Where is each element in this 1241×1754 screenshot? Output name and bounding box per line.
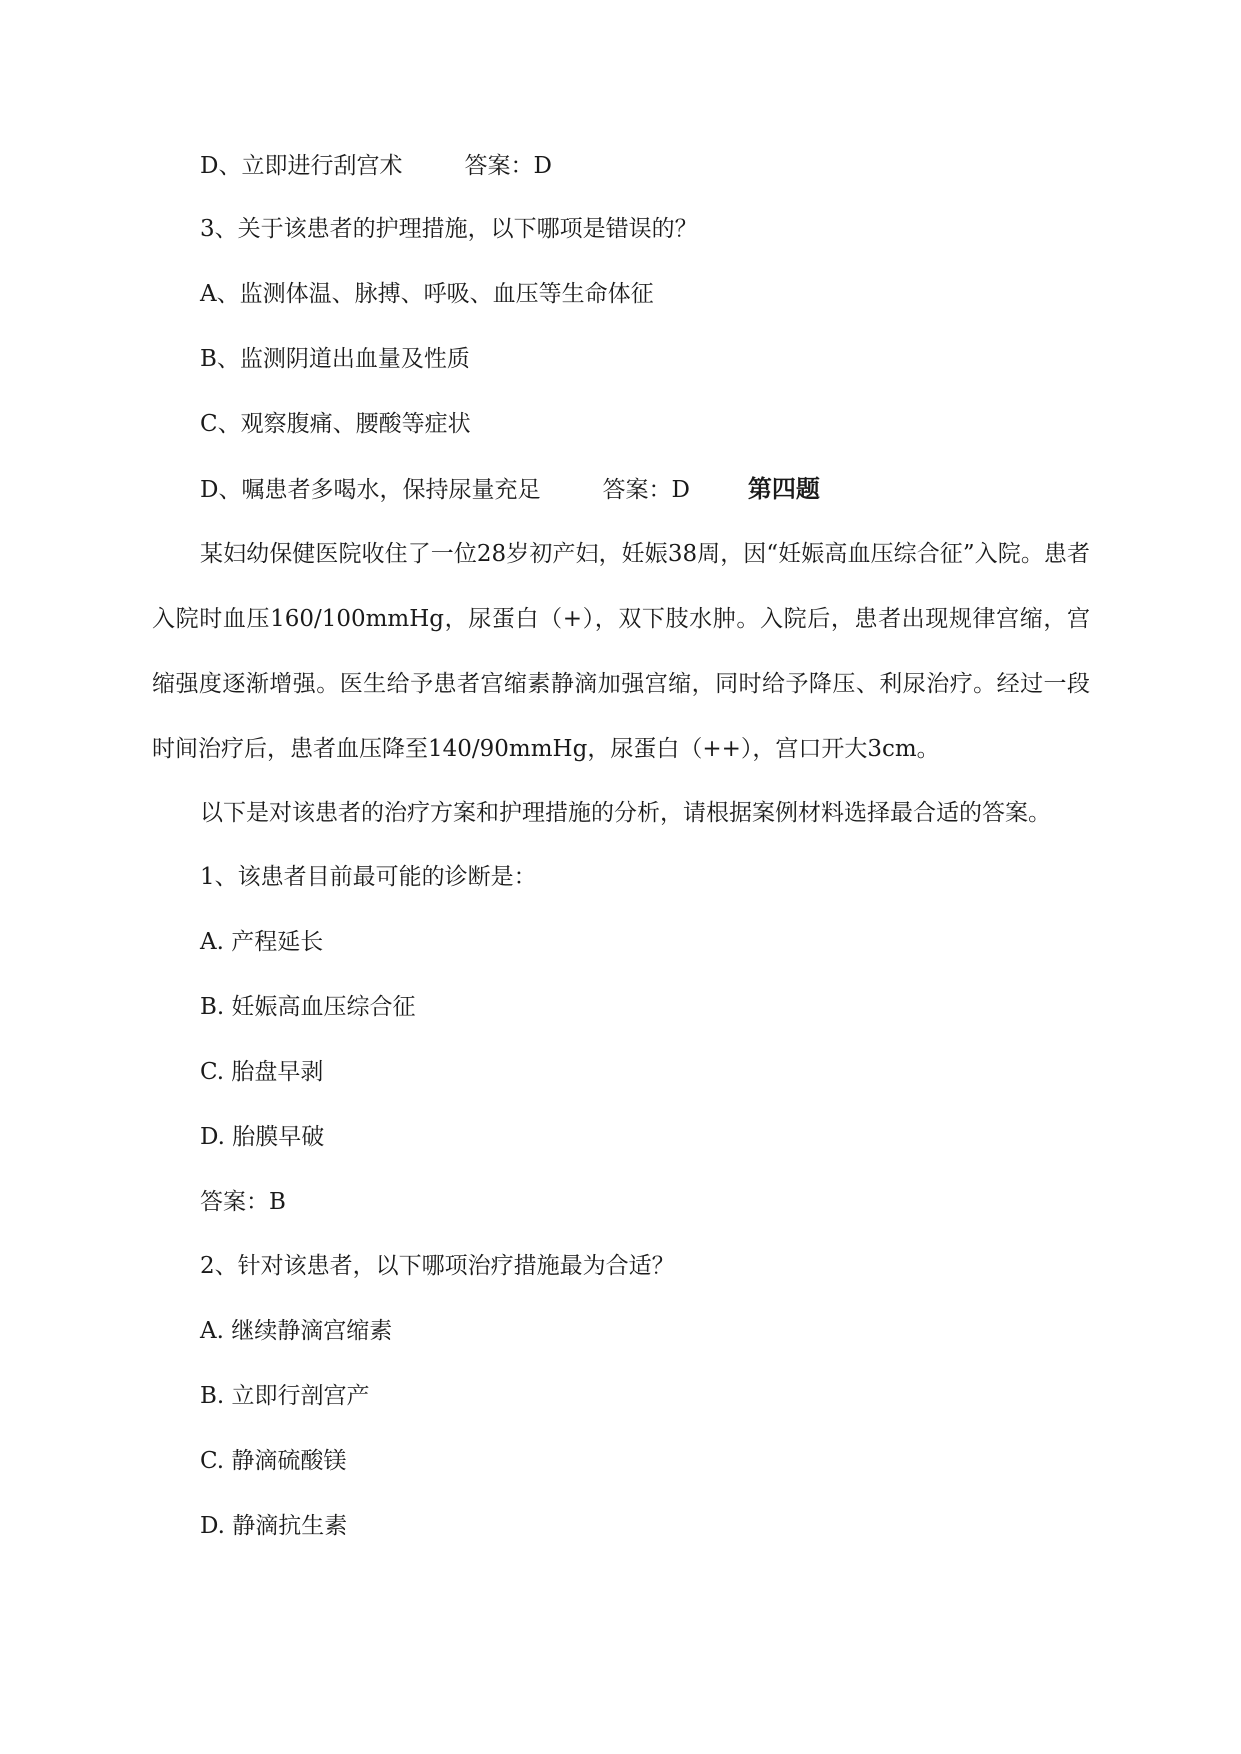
section-heading: 第四题 [747, 475, 820, 503]
option-text: B. 立即行剖宫产 [200, 1383, 370, 1409]
option-text: D、立即进行刮宫术 [200, 153, 403, 179]
question-stem: 1、该患者目前最可能的诊断是： [200, 864, 537, 890]
option-text: C、观察腹痛、腰酸等症状 [200, 411, 471, 437]
option-text: B、监测阴道出血量及性质 [200, 346, 470, 372]
answer-text: 答案：B [200, 1189, 286, 1215]
option-text: C. 静滴硫酸镁 [200, 1448, 347, 1474]
option-text: A. 产程延长 [200, 929, 324, 955]
option-line [200, 151, 552, 181]
answer-text: 答案：D [464, 153, 552, 179]
option-line [200, 474, 820, 505]
answer-text: 答案：D [602, 477, 690, 503]
instruction-text: 以下是对该患者的治疗方案和护理措施的分析，请根据案例材料选择最合适的答案。 [200, 800, 1051, 826]
option-text: A、监测体温、脉搏、呼吸、血压等生命体征 [200, 281, 654, 307]
case-paragraph: 某妇幼保健医院收住了一位28岁初产妇，妊娠38周，因“妊娠高血压综合征”入院。患者入院时血压160/100mmHg，尿蛋白（+），双下肢水肿。入院后，患者出现规律宫缩，宫缩强度逐渐增强。医生给予患者宫缩素静滴加强宫缩，同时给予降压、利尿治疗。经过一段时间治疗后，患者血压降至140/90mmHg，尿蛋白（++），宫口开大3cm。 [152, 541, 1090, 762]
option-text: A. 继续静滴宫缩素 [200, 1318, 393, 1344]
option-text: C. 胎盘早剥 [200, 1059, 324, 1085]
option-text: B. 妊娠高血压综合征 [200, 994, 416, 1020]
question-stem: 3、关于该患者的护理措施，以下哪项是错误的？ [200, 216, 698, 242]
question-stem: 2、针对该患者，以下哪项治疗措施最为合适？ [200, 1253, 675, 1279]
option-text: D. 静滴抗生素 [200, 1513, 348, 1539]
option-text: D. 胎膜早破 [200, 1124, 325, 1150]
option-text: D、嘱患者多喝水，保持尿量充足 [200, 477, 541, 503]
